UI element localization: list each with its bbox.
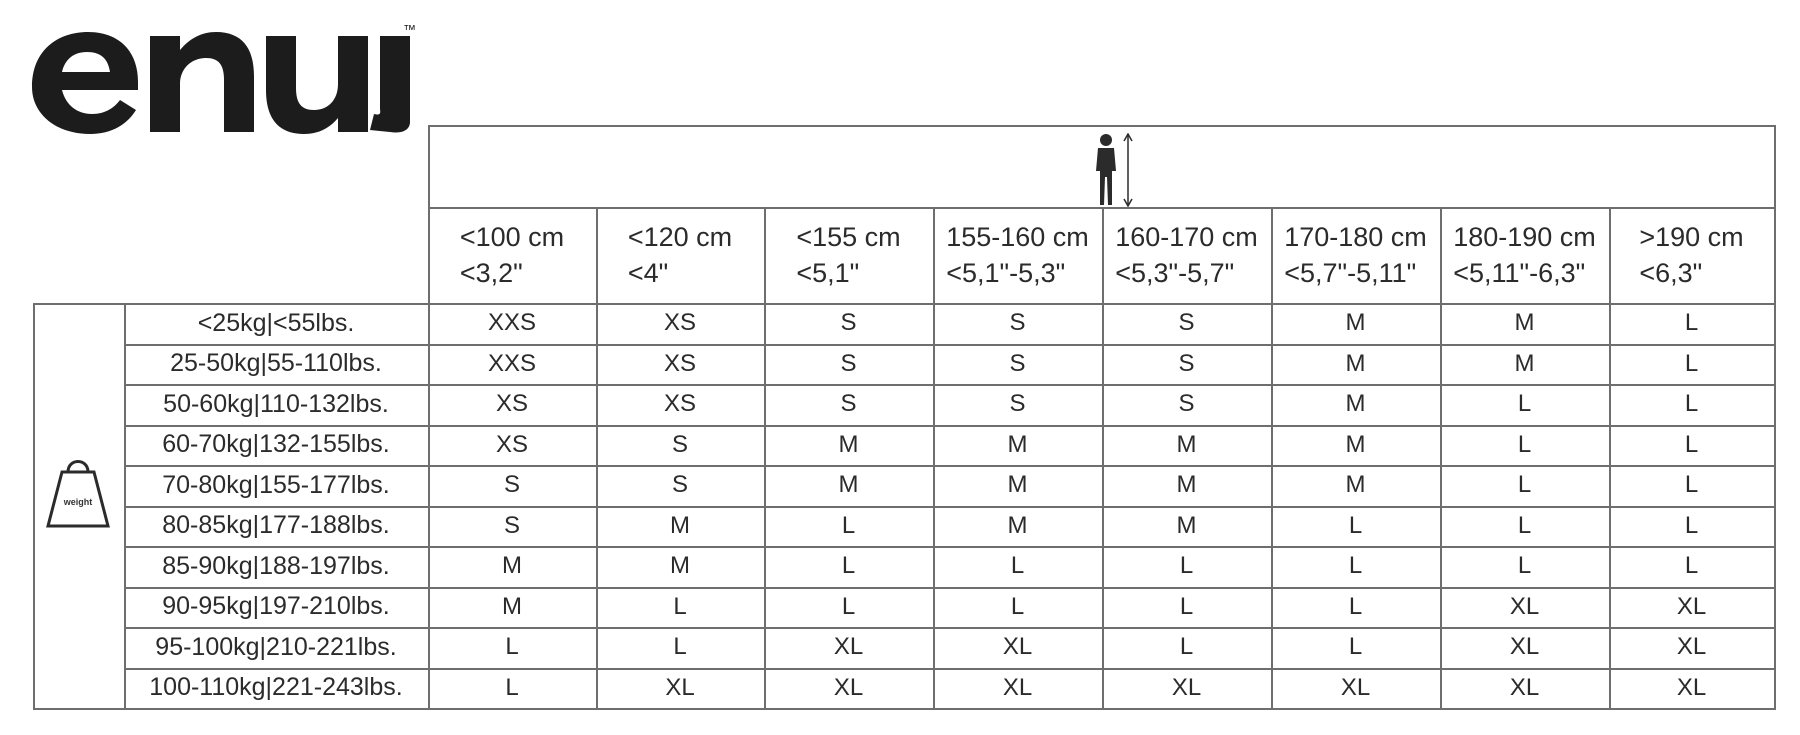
header-top-line: [428, 125, 1776, 127]
size-cell: XS: [663, 309, 696, 337]
size-cell: L: [1179, 633, 1194, 661]
size-cell: L: [505, 673, 519, 701]
height-inch-label: <5,3"-5,7": [1115, 258, 1235, 288]
size-cell: M: [838, 471, 859, 499]
weight-row-label: 80-85kg|177-188lbs.: [162, 511, 390, 540]
size-cell: M: [1176, 471, 1197, 499]
size-cell: L: [1348, 592, 1363, 620]
weight-block-left-line: [33, 303, 35, 710]
weight-bag-icon: [44, 452, 112, 530]
size-cell: L: [1179, 552, 1194, 580]
size-cell: XS: [495, 430, 528, 458]
weight-icon-label: weight: [63, 497, 93, 507]
height-inch-label: <5,7"-5,11": [1284, 258, 1417, 288]
size-cell: XXS: [487, 349, 537, 377]
height-cm-label: 160-170 cm: [1115, 222, 1258, 252]
height-cm-label: 180-190 cm: [1453, 222, 1596, 252]
person-height-icon: [1088, 133, 1138, 207]
height-cm-label: <100 cm: [459, 222, 565, 252]
size-cell: XS: [663, 349, 696, 377]
size-cell: S: [840, 390, 857, 418]
size-cell: L: [841, 511, 856, 539]
size-cell: XL: [665, 673, 695, 701]
height-inch-label: <5,11"-6,3": [1453, 258, 1586, 288]
ennui-logo: [30, 22, 430, 137]
height-inch-label: <3,2": [459, 258, 523, 288]
size-cell: XS: [495, 390, 528, 418]
height-column-header: [933, 207, 1102, 303]
size-cell: S: [503, 511, 520, 539]
table-right-line: [1774, 125, 1776, 710]
size-cell: XL: [833, 633, 864, 661]
size-cell: XL: [1002, 633, 1033, 661]
height-column-header: [764, 207, 933, 303]
size-cell: XL: [1340, 673, 1371, 701]
size-cell: XL: [1509, 673, 1540, 701]
size-cell: M: [502, 592, 522, 620]
size-cell: L: [1684, 390, 1699, 418]
size-cell: S: [1009, 349, 1026, 377]
height-column-header: [1609, 207, 1774, 303]
size-cell: L: [1348, 633, 1363, 661]
size-cell: XL: [1509, 633, 1540, 661]
size-cell: L: [841, 592, 856, 620]
height-column-header: [1440, 207, 1609, 303]
weight-row-label: 50-60kg|110-132lbs.: [163, 389, 389, 418]
size-cell: M: [502, 552, 522, 580]
size-cell: L: [1010, 592, 1025, 620]
weight-row-label: 60-70kg|132-155lbs.: [162, 430, 390, 459]
size-cell: M: [838, 430, 859, 458]
weight-row-label: 95-100kg|210-221lbs.: [155, 632, 397, 661]
height-column-header: [1271, 207, 1440, 303]
size-cell: L: [1010, 552, 1025, 580]
size-cell: S: [671, 471, 688, 499]
size-cell: M: [1345, 309, 1366, 337]
size-cell: L: [1517, 511, 1532, 539]
height-inch-label: <4": [627, 258, 669, 288]
size-cell: XXS: [487, 309, 537, 337]
height-inch-label: <5,1"-5,3": [946, 258, 1066, 288]
height-column-header: [596, 207, 764, 303]
size-cell: L: [673, 592, 687, 620]
weight-row-label: 90-95kg|197-210lbs.: [162, 592, 390, 621]
size-cell: L: [1179, 592, 1194, 620]
size-cell: S: [503, 471, 520, 499]
height-cm-label: 170-180 cm: [1284, 222, 1427, 252]
weight-row-label: 70-80kg|155-177lbs.: [162, 470, 390, 499]
size-cell: L: [1684, 471, 1699, 499]
height-column-header: [428, 207, 596, 303]
size-cell: S: [1009, 390, 1026, 418]
size-cell: S: [671, 430, 688, 458]
trademark-symbol: ™: [403, 22, 416, 37]
size-cell: S: [1009, 309, 1026, 337]
size-cell: L: [1684, 511, 1699, 539]
size-cell: M: [1514, 349, 1535, 377]
weight-row-label: <25kg|<55lbs.: [197, 308, 355, 337]
size-cell: M: [1007, 430, 1028, 458]
size-cell: L: [673, 633, 687, 661]
size-cell: L: [1517, 552, 1532, 580]
size-cell: S: [1178, 349, 1195, 377]
height-column-header: [1102, 207, 1271, 303]
size-cell: M: [670, 552, 690, 580]
table-bottom-line: [33, 708, 1776, 710]
size-cell: L: [505, 633, 519, 661]
size-cell: S: [840, 349, 857, 377]
size-cell: S: [1178, 309, 1195, 337]
size-cell: M: [1345, 390, 1366, 418]
weight-row-label: 100-110kg|221-243lbs.: [149, 673, 403, 702]
size-cell: XS: [663, 390, 696, 418]
size-cell: L: [1348, 511, 1363, 539]
size-cell: L: [1684, 552, 1699, 580]
size-cell: S: [1178, 390, 1195, 418]
height-inch-label: <5,1": [796, 258, 860, 288]
size-cell: M: [1345, 349, 1366, 377]
size-cell: XL: [1171, 673, 1202, 701]
size-cell: XL: [1676, 592, 1707, 620]
size-cell: XL: [833, 673, 864, 701]
height-cm-label: 155-160 cm: [946, 222, 1089, 252]
size-cell: L: [841, 552, 856, 580]
size-cell: L: [1684, 430, 1699, 458]
height-inch-label: <6,3": [1639, 258, 1703, 288]
size-cell: L: [1684, 309, 1699, 337]
size-cell: XL: [1676, 673, 1707, 701]
size-cell: L: [1684, 349, 1699, 377]
size-cell: M: [1345, 430, 1366, 458]
height-cm-label: >190 cm: [1639, 222, 1744, 252]
size-cell: M: [1007, 471, 1028, 499]
size-cell: M: [1345, 471, 1366, 499]
size-cell: XL: [1509, 592, 1540, 620]
size-cell: L: [1517, 430, 1532, 458]
size-cell: L: [1348, 552, 1363, 580]
size-cell: M: [1176, 511, 1197, 539]
height-cm-label: <155 cm: [796, 222, 901, 252]
weight-row-label: 85-90kg|188-197lbs.: [162, 551, 390, 580]
size-cell: M: [1176, 430, 1197, 458]
size-cell: S: [840, 309, 857, 337]
weight-row-label: 25-50kg|55-110lbs.: [170, 349, 382, 378]
size-cell: L: [1517, 471, 1532, 499]
size-cell: XL: [1002, 673, 1033, 701]
size-cell: M: [1007, 511, 1028, 539]
size-cell: M: [670, 511, 690, 539]
size-cell: M: [1514, 309, 1535, 337]
size-cell: L: [1517, 390, 1532, 418]
size-cell: XL: [1676, 633, 1707, 661]
height-cm-label: <120 cm: [627, 222, 733, 252]
